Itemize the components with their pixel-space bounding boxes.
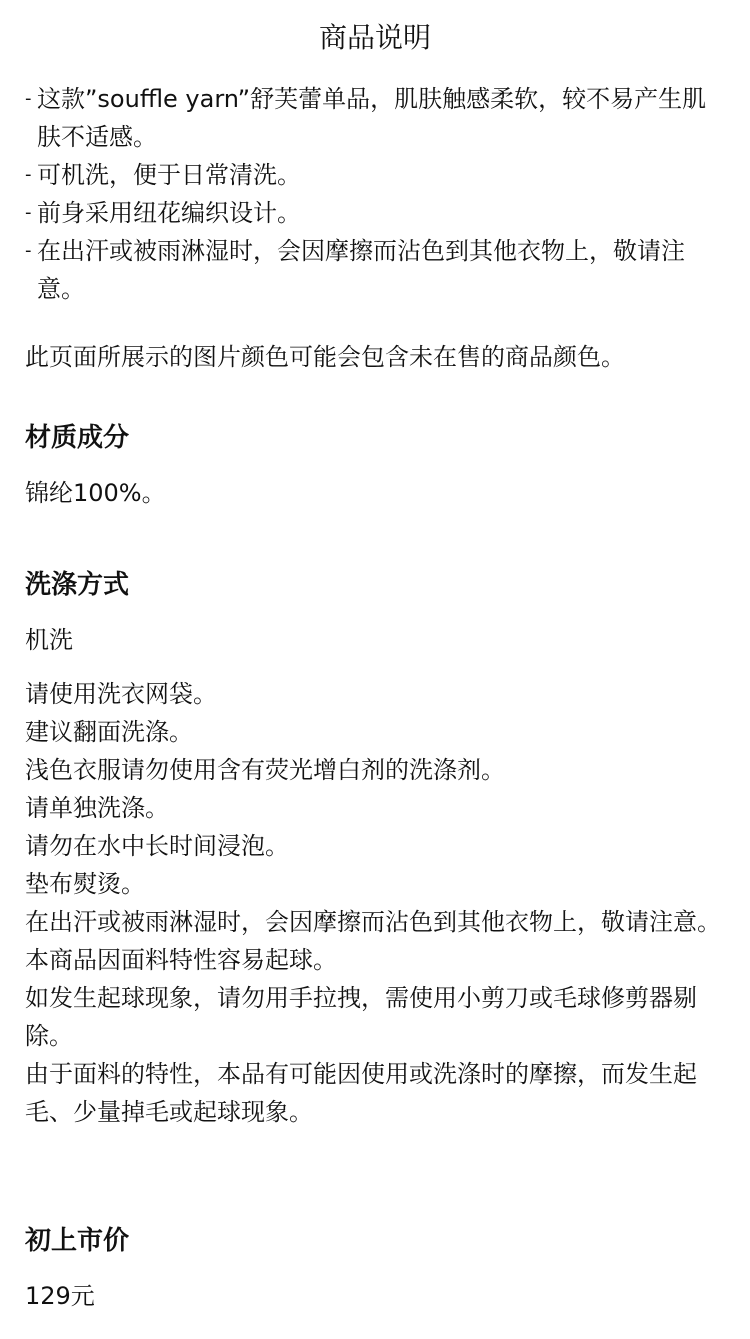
washing-instruction-item: 请使用洗衣网袋。 xyxy=(25,680,217,708)
washing-instruction-item: 请单独洗涤。 xyxy=(25,794,169,822)
material-text: 锦纶100%。 xyxy=(25,479,166,507)
washing-instruction-item: 如发生起球现象，请勿用手拉拽，需使用小剪刀或毛球修剪器剔除。 xyxy=(25,984,697,1050)
feature-text: 在出汗或被雨淋湿时，会因摩擦而沾色到其他衣物上，敬请注意。 xyxy=(37,237,685,303)
feature-item xyxy=(25,232,730,308)
washing-instruction-item: 由于面料的特性，本品有可能因使用或洗涤时的摩擦，而发生起毛、少量掉毛或起球现象。 xyxy=(25,1060,697,1126)
feature-text: 前身采用纽花编织设计。 xyxy=(37,199,301,227)
bullet-marker: - xyxy=(25,88,32,109)
washing-instructions xyxy=(25,675,730,1131)
washing-instruction-item: 本商品因面料特性容易起球。 xyxy=(25,946,337,974)
feature-list xyxy=(25,80,730,308)
feature-item xyxy=(25,80,730,156)
feature-item xyxy=(25,194,730,232)
bullet-marker: - xyxy=(25,202,32,223)
washing-instruction-item: 请勿在水中长时间浸泡。 xyxy=(25,832,289,860)
feature-text: 可机洗，便于日常清洗。 xyxy=(37,161,301,189)
color-notice: 此页面所展示的图片颜色可能会包含未在售的商品颜色。 xyxy=(25,343,625,371)
washing-instruction-item: 浅色衣服请勿使用含有荧光增白剂的洗涤剂。 xyxy=(25,756,505,784)
feature-text: 这款”souffle yarn”舒芙蕾单品，肌肤触感柔软，较不易产生肌肤不适感。 xyxy=(37,85,707,151)
bullet-marker: - xyxy=(25,240,32,261)
feature-item xyxy=(25,156,730,194)
price-heading: 初上市价 xyxy=(25,1226,130,1256)
washing-instruction-item: 垫布熨烫。 xyxy=(25,870,145,898)
material-heading: 材质成分 xyxy=(25,423,130,453)
washing-heading: 洗涤方式 xyxy=(25,570,130,600)
price-value: 129元 xyxy=(25,1282,95,1310)
washing-method: 机洗 xyxy=(25,626,73,654)
washing-instruction-item: 在出汗或被雨淋湿时，会因摩擦而沾色到其他衣物上，敬请注意。 xyxy=(25,908,721,936)
bullet-marker: - xyxy=(25,164,32,185)
page-title: 商品说明 xyxy=(318,21,431,54)
washing-instruction-item: 建议翻面洗涤。 xyxy=(25,718,193,746)
